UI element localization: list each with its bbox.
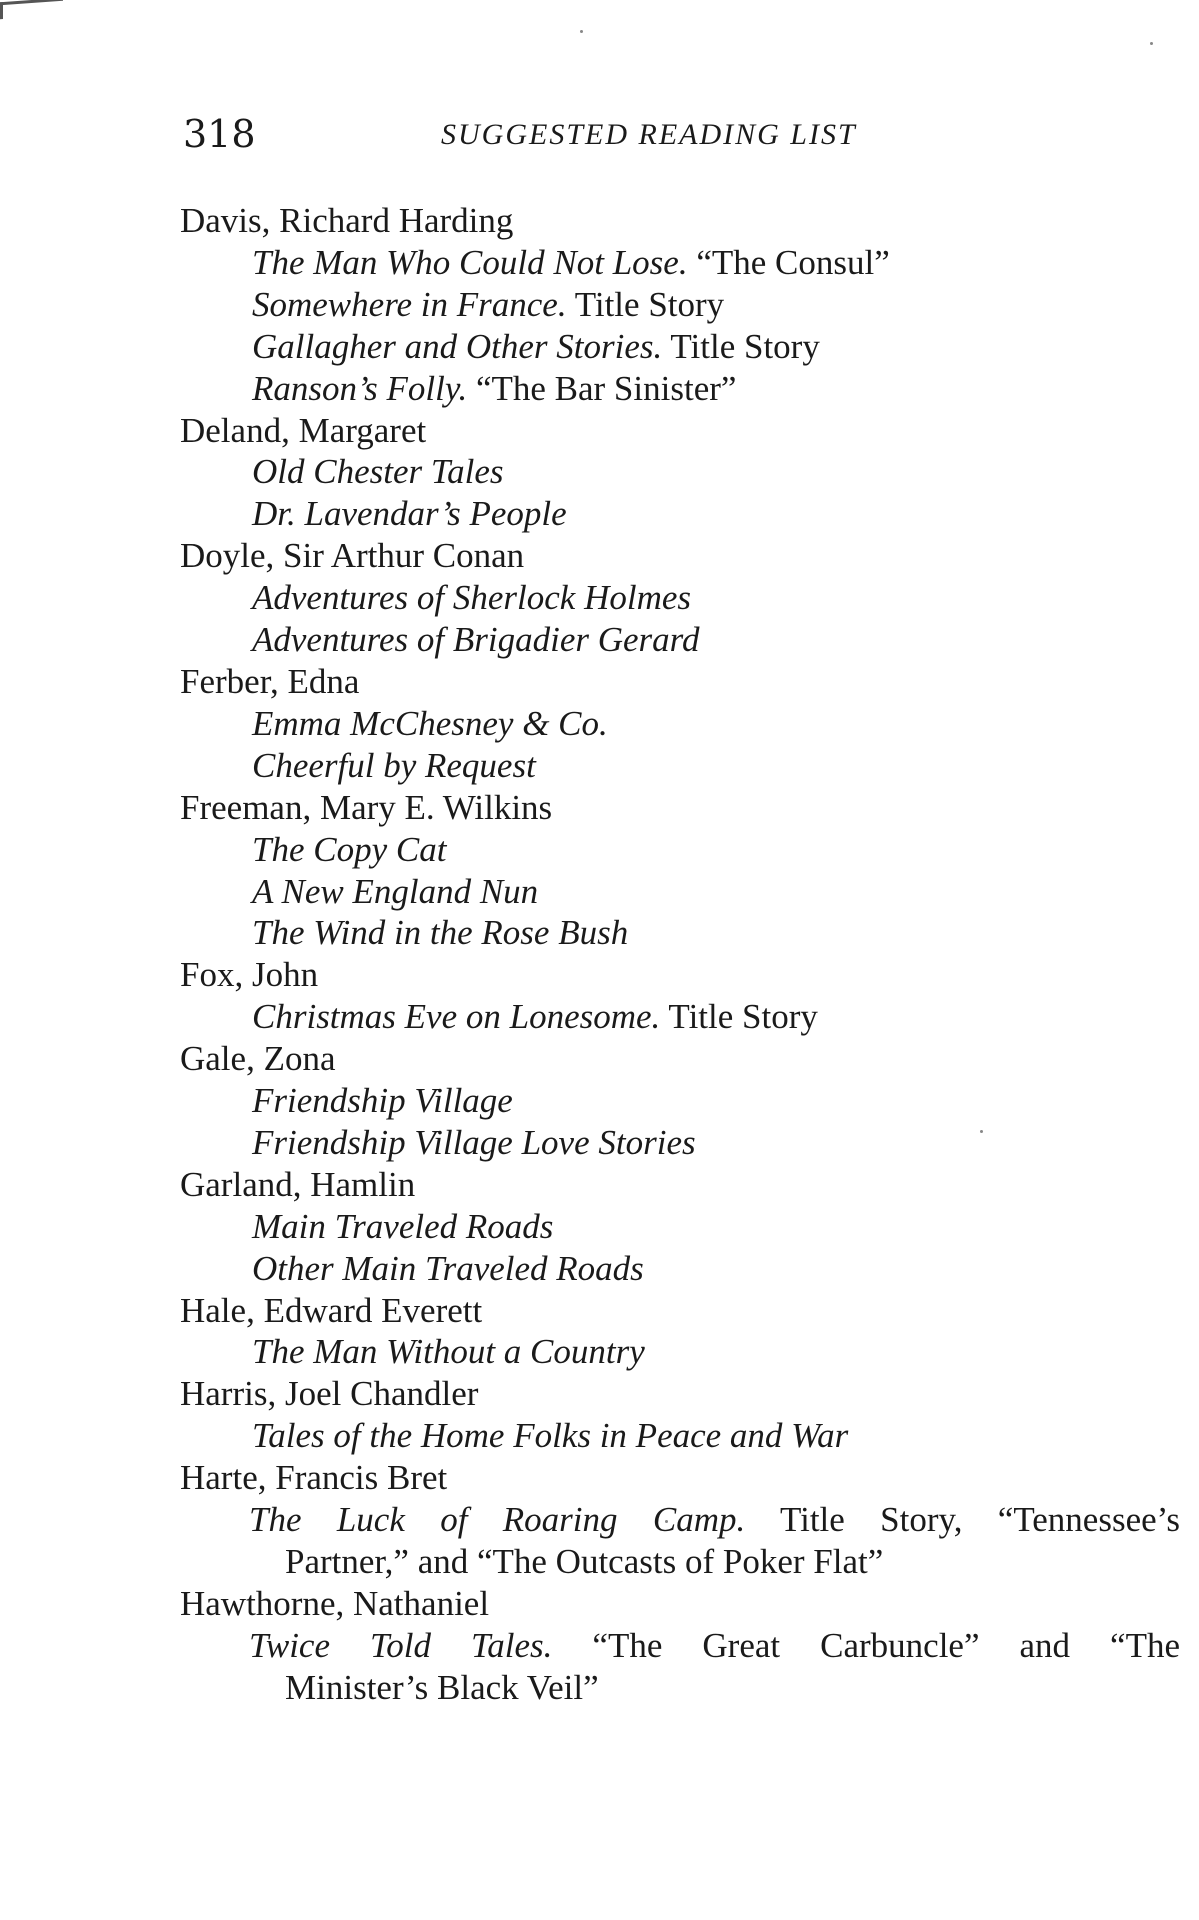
work-entry xyxy=(180,1206,1180,1248)
work-title: Cheerful by Request xyxy=(252,745,536,785)
speck xyxy=(1150,42,1153,45)
author-name: Harris, Joel Chandler xyxy=(180,1374,479,1414)
work-title: Dr. Lavendar’s People xyxy=(252,494,567,534)
author-name: Gale, Zona xyxy=(180,1039,336,1079)
author-name: Hawthorne, Nathaniel xyxy=(180,1583,490,1623)
work-title: The Wind in the Rose Bush xyxy=(252,913,629,953)
work-entry xyxy=(180,1499,1180,1541)
author-name: Ferber, Edna xyxy=(180,661,360,701)
work-note: “The Consul” xyxy=(687,242,890,282)
author-name: Davis, Richard Harding xyxy=(180,201,514,240)
reading-list xyxy=(180,200,1180,1709)
work-entry xyxy=(180,326,1180,368)
work-title: Old Chester Tales xyxy=(252,452,504,492)
work-entry xyxy=(180,996,1180,1038)
author-name: Fox, John xyxy=(180,955,319,995)
work-title: Emma McChesney & Co. xyxy=(252,703,608,743)
work-title: A New England Nun xyxy=(252,871,539,911)
work-title: Gallagher and Other Stories. xyxy=(252,326,663,366)
author-name: Deland, Margaret xyxy=(180,410,427,450)
author-name: Doyle, Sir Arthur Conan xyxy=(180,536,525,576)
work-note-continuation: Partner,” and “The Outcasts of Poker Flat” xyxy=(285,1542,884,1581)
work-title: Christmas Eve on Lonesome. xyxy=(252,997,661,1037)
work-entry xyxy=(180,1415,1180,1457)
author-name: Hale, Edward Everett xyxy=(180,1290,483,1330)
work-title: Main Traveled Roads xyxy=(252,1206,554,1246)
running-head: SUGGESTED READING LIST xyxy=(441,118,857,151)
speck xyxy=(580,30,583,33)
work-title: Friendship Village Love Stories xyxy=(252,1122,696,1162)
work-entry xyxy=(180,1248,1180,1290)
author-name: Garland, Hamlin xyxy=(180,1164,416,1204)
work-note: Title Story xyxy=(566,284,725,324)
work-title: Ranson’s Folly. xyxy=(252,368,468,408)
work-title: Other Main Traveled Roads xyxy=(252,1248,644,1288)
work-entry xyxy=(180,284,1180,326)
work-title: The Man Without a Country xyxy=(252,1332,645,1372)
work-note: “The Great Carbuncle” and “The xyxy=(552,1625,1180,1665)
page-header xyxy=(183,112,1143,162)
page-number: 318 xyxy=(183,112,256,156)
work-entry xyxy=(180,703,1180,745)
work-entry xyxy=(180,577,1180,619)
work-note: “The Bar Sinister” xyxy=(467,368,737,408)
work-entry xyxy=(180,1080,1180,1122)
work-title: Twice Told Tales. xyxy=(249,1625,553,1665)
author-name: Harte, Francis Bret xyxy=(180,1458,448,1498)
work-entry xyxy=(180,871,1180,913)
work-entry xyxy=(180,912,1180,954)
work-note: Title Story xyxy=(662,326,820,366)
work-title: The Copy Cat xyxy=(252,829,447,869)
work-entry xyxy=(180,745,1180,787)
work-note-continuation: Minister’s Black Veil” xyxy=(285,1667,599,1707)
work-entry xyxy=(180,829,1180,871)
work-entry xyxy=(180,242,1180,284)
work-note: Title Story xyxy=(660,997,818,1037)
work-entry xyxy=(180,1331,1180,1373)
work-entry xyxy=(180,451,1180,493)
author-name: Freeman, Mary E. Wilkins xyxy=(180,787,553,827)
work-note: Title Story, “Tennessee’s xyxy=(745,1500,1180,1540)
work-entry xyxy=(180,1625,1180,1667)
work-entry xyxy=(180,493,1180,535)
work-title: Tales of the Home Folks in Peace and War xyxy=(252,1416,849,1456)
work-title: Adventures of Brigadier Gerard xyxy=(252,620,700,660)
scan-edge-mark xyxy=(0,0,63,19)
work-entry xyxy=(180,368,1180,410)
work-title: Friendship Village xyxy=(252,1081,513,1121)
work-title: The Man Who Could Not Lose. xyxy=(252,242,688,282)
work-title: Adventures of Sherlock Holmes xyxy=(252,578,692,618)
work-entry xyxy=(180,619,1180,661)
work-title: Somewhere in France. xyxy=(252,284,567,324)
work-entry xyxy=(180,1122,1180,1164)
work-title: The Luck of Roaring Camp. xyxy=(249,1500,746,1540)
